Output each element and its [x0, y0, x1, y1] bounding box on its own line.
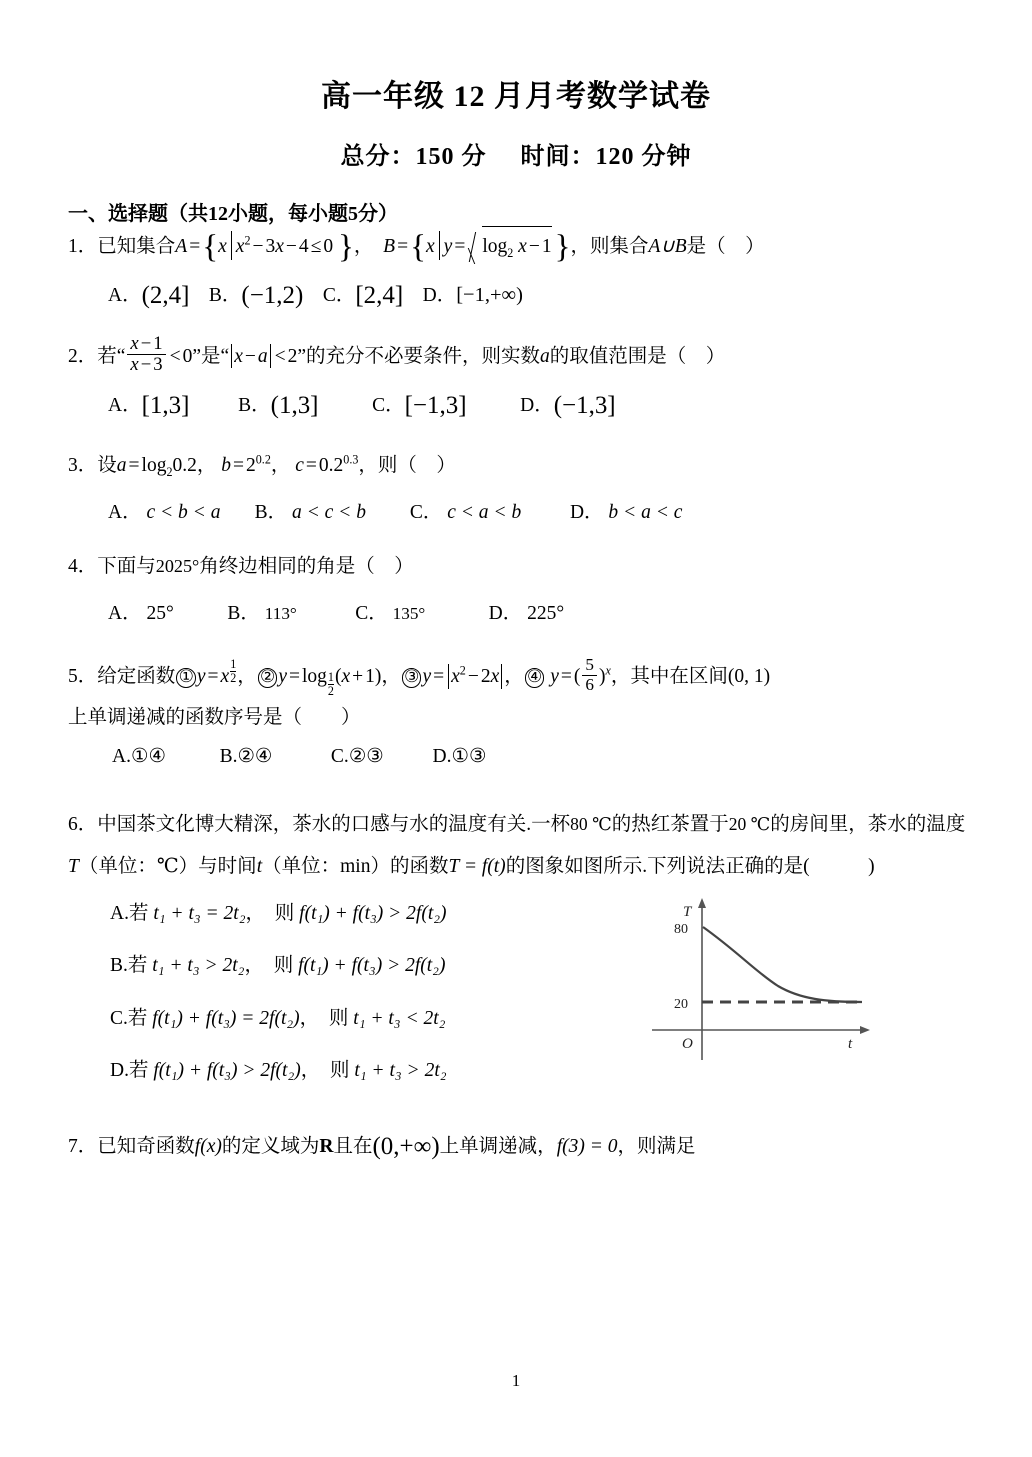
tick-label-80: 80: [674, 921, 688, 937]
temperature-decay-graph: [648, 894, 908, 1064]
q6-option-b[interactable]: B.若 t₁ + t₃ > 2t₂， 则 f(t₁) + f(t₃) > 2f(t₂): [110, 955, 446, 977]
decay-curve: [703, 927, 862, 1002]
page-number: 1: [511, 1371, 521, 1390]
q1-option-c[interactable]: C．[2,4]: [322, 281, 404, 309]
question-1-options: [0, 276, 1032, 315]
q2-option-c[interactable]: C．[−1,3]: [372, 391, 467, 419]
circled-1: ①: [176, 668, 196, 688]
question-4-number: 4．: [68, 555, 98, 577]
q2-option-b[interactable]: B．(1,3]: [238, 391, 319, 419]
question-6-stem: 中国茶文化博大精深，茶水的口感与水的温度有关.一杯80 ℃的热红茶置于20 ℃的房间里，茶水的温度T（单位：℃）与时间t（单位：min）的函数T = f(t)的图象如图所示.下列说法正确的是( ): [68, 813, 966, 877]
q3-option-d[interactable]: D． b < a < c: [569, 501, 683, 523]
q2-option-d[interactable]: D．(−1,3]: [520, 391, 616, 419]
circled-3: ③: [402, 668, 422, 688]
question-5-stem-cont: 上单调递减的函数序号是（ ）: [68, 706, 361, 728]
circled-4: ④: [525, 668, 545, 688]
q3-option-a[interactable]: A． c < b < a: [108, 501, 221, 523]
question-2-options: [0, 378, 1032, 425]
origin-label: O: [682, 1035, 693, 1052]
q4-option-c[interactable]: C． 135°: [355, 602, 426, 624]
x-axis-arrow: [860, 1026, 870, 1034]
question-2-stem: 若“ $\frac{x - 1}{x - 3}$ < 0”是“ x − a < 2”的充分不必要条件，则实数a的取值范围是（ ）: [97, 333, 726, 376]
q6-option-d[interactable]: D.若 f(t₁) + f(t₃) > 2f(t₂)， 则 t₁ + t₃ > 2t₂: [110, 1060, 447, 1082]
tick-label-20: 20: [674, 996, 688, 1012]
q2-option-a[interactable]: A．[1,3]: [108, 391, 190, 419]
q1-option-b[interactable]: B．(−1,2): [208, 281, 304, 309]
q4-option-a[interactable]: A． 25°: [108, 602, 174, 624]
q3-option-b[interactable]: B． a < c < b: [254, 501, 366, 523]
q4-option-b[interactable]: B． 113°: [227, 602, 297, 624]
page-title: 高一年级 12 月月考数学试卷: [321, 80, 711, 113]
question-5-options: [0, 735, 1032, 776]
question-7-number: 7．: [68, 1135, 98, 1157]
q5-option-a[interactable]: A.①④: [112, 745, 166, 767]
question-2: [0, 315, 1032, 378]
q1-option-a[interactable]: A．(2,4]: [108, 281, 190, 309]
y-axis-label: T: [683, 903, 692, 920]
circled-2: ②: [258, 668, 278, 688]
q5-option-d[interactable]: D.①③: [432, 745, 487, 767]
question-5: [0, 633, 1032, 700]
question-2-number: 2．: [68, 345, 98, 367]
q6-option-c[interactable]: C.若 f(t₁) + f(t₃) = 2f(t₂)， 则 t₁ + t₃ < 2t₂: [110, 1007, 446, 1029]
q1-option-d[interactable]: D．[−1,+∞): [422, 284, 523, 307]
question-1-number: 1．: [68, 235, 98, 257]
question-3-options: [0, 485, 1032, 532]
q6-option-a[interactable]: A.若 t₁ + t₃ = 2t₂， 则 f(t₁) + f(t₃) > 2f(t₂): [110, 902, 447, 924]
question-1: [0, 226, 1032, 266]
q5-option-b[interactable]: B.②④: [219, 745, 273, 767]
q4-option-d[interactable]: D． 225°: [488, 602, 565, 624]
time-value: 120 分钟: [595, 143, 692, 170]
section-heading: 一、选择题（共12小题，每小题5分）: [68, 202, 398, 225]
question-6-number: 6．: [68, 813, 98, 835]
exam-meta: [0, 116, 1032, 171]
question-6: [0, 776, 1032, 888]
time-label: 时间：: [520, 143, 596, 170]
score-value: 150 分: [415, 143, 487, 170]
question-3-stem: 设$a = \log_20.2$， $b = 2^{0.2}$， $c = 0.2^{0.3}$，则（ ）: [97, 452, 456, 479]
x-axis-label: t: [848, 1035, 853, 1052]
q3-option-c[interactable]: C． c < a < b: [409, 501, 522, 523]
question-7-stem: 已知奇函数f(x)的定义域为R且在(0,+∞)上单调递减，f(3) = 0，则满足: [97, 1132, 696, 1160]
question-4: [0, 532, 1032, 586]
y-axis-arrow: [698, 898, 706, 908]
question-3: [0, 425, 1032, 485]
score-label: 总分：: [340, 143, 416, 170]
question-1-stem: 已知集合A ={x $x^2 - 3x - 4 \le 0$ }， B ={x y = $\log_2 x - 1$ }，则集合A∪B是（ ）: [97, 236, 764, 257]
question-5-number: 5．: [68, 665, 98, 687]
graph-svg: [648, 894, 908, 1064]
question-4-stem: 下面与2025°角终边相同的角是（ ）: [97, 555, 414, 577]
question-6-body: [0, 888, 1032, 1098]
question-5-stem: 给定函数 ① y = x $^{\frac{1}{2}}$ ， ② y = log $_{\frac{1}{2}}$ (x + 1)， ③ $y = x^2 - 2x$ ， ④ y = ( $\frac{5}{6}$ )$^x$，其中在区间(0, 1): [97, 655, 771, 698]
question-3-number: 3．: [68, 454, 98, 476]
q5-option-c[interactable]: C.②③: [330, 745, 384, 767]
question-4-options: [0, 586, 1032, 633]
question-7: [0, 1098, 1032, 1166]
